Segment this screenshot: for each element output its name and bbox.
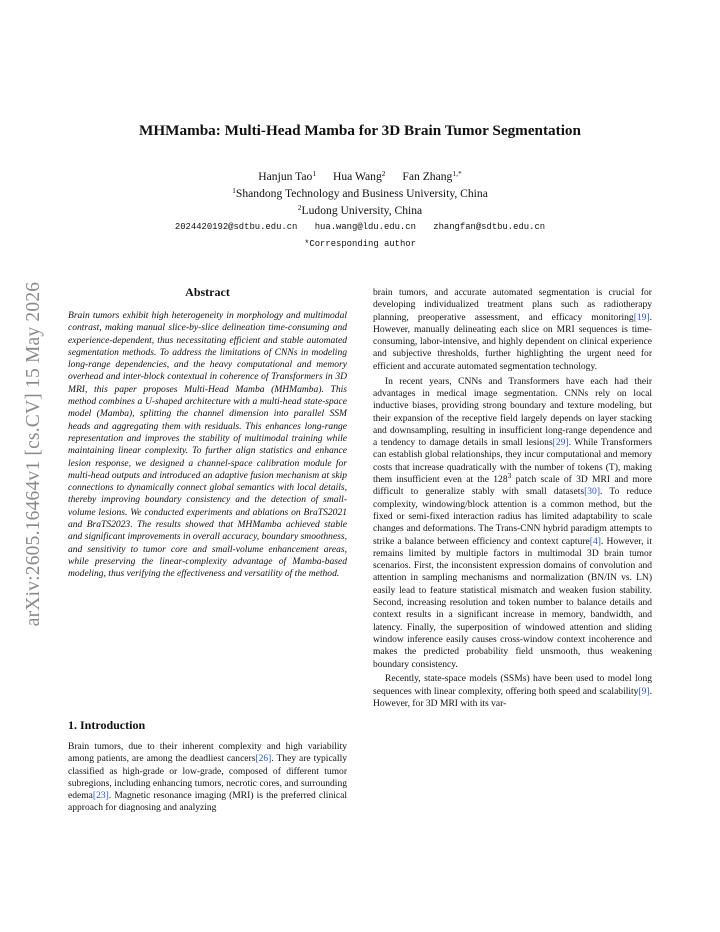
email: hua.wang@ldu.edu.cn bbox=[314, 222, 416, 232]
paragraph: brain tumors, and accurate automated segmentation is crucial for developing individualized treatment plans such as radiotherapy planning, preoperative assessment, and efficacy monitoring[19]. However, manually delineating each slice on MRI sequences is time-consuming, labor-intensive, and highly dependent on clinical experience and subjective thresholds, further highlighting the urgent need for efficient and accurate automated segmentation technology. bbox=[373, 287, 652, 372]
abstract-body: Brain tumors exhibit high heterogeneity in morphology and multimodal contrast, making manual slice-by-slice delineation time-consuming and experience-dependent, thus necessitating efficient and stable automated segmentation methods. To address the limitations of CNNs in modeling long-range dependencies, and the heavy computational and memory overhead and inter-block contextual in coherence of Transformers in 3D MRI, this paper proposes Multi-Head Mamba (MHMamba). This method combines a U-shaped architecture with a multi-head state-space model (Mamba), splitting the channel dimension into parallel SSM heads and aggregating them with residuals. This enhances long-range representation and improves the stability of multimodal training while maintaining linear complexity. To further align statistics and enhance lesion response, we designed a channel-space calibration module for multi-head outputs and introduced an adaptive fusion mechanism at skip connections to dynamically connect global semantics with local details, thereby improving boundary consistency and the detection of small-volume lesions. We conducted experiments and ablations on BraTS2021 and BraTS2023. The results showed that MHMamba achieved stable and significant improvements in overall accuracy, boundary smoothness, and sensitivity to tumor core and small-volume enhancement areas, while preserving the linear-complexity advantage of Mamba-based modeling, thus verifying the effectiveness and versatility of the method. bbox=[68, 310, 347, 580]
abstract-heading: Abstract bbox=[185, 285, 230, 299]
author-list bbox=[60, 170, 660, 183]
section-heading: 1. Introduction bbox=[68, 718, 146, 732]
citation-link[interactable]: [30] bbox=[584, 486, 600, 498]
right-column bbox=[373, 287, 652, 710]
email: 2024420192@sdtbu.edu.cn bbox=[174, 222, 298, 232]
author: Fan Zhang$^{1,*}$ bbox=[402, 169, 462, 183]
citation-link[interactable]: [29] bbox=[552, 437, 569, 449]
paragraph: Recently, state-space models (SSMs) have been used to model long sequences with linear complexity, offering both speed and scalability[9]. However, for 3D MRI with its var- bbox=[373, 673, 652, 709]
citation-link[interactable]: [9] bbox=[638, 685, 650, 697]
arxiv-stamp bbox=[14, 259, 54, 649]
paragraph: In recent years, CNNs and Transformers have each had their advantages in medical image segmentation. CNNs rely on local inductive biases, providing strong boundary and texture modeling, but their expansion of the receptive field largely depends on layer stacking and downsampling, resulting in insufficient long-range dependence and a tendency to damage details in small lesions[29]. While Transformers can establish global relationships, they incur computational and memory costs that increase quadratically with the number of tokens (T), making them insufficient even at the $128^3$ patch scale of 3D MRI and more difficult to generalize stably with small datasets[30]. To reduce complexity, windowing/block attention is a common method, but the fixed or semi-fixed interaction radius has limited adaptability to scale changes and deformations. The Trans-CNN hybrid paradigm attempts to strike a balance between efficiency and context capture[4]. However, it remains limited by multiple factors in multimodal 3D brain tumor scenarios. First, the inconsistent expression domains of convolution and attention in sampling mechanisms and normalization (BN/IN vs. LN) easily lead to feature statistical mismatch and weaken fusion stability. Second, increasing resolution and token number to balance details and context results in a significant increase in memory, bandwidth, and latency. Finally, the superposition of windowed attention and sliding window inference easily causes cross-window context incoherence and makes the predicted probability field unsmooth, thus weakening boundary consistency. bbox=[373, 375, 652, 670]
citation-link[interactable]: [26] bbox=[255, 753, 272, 765]
intro-paragraph: Brain tumors, due to their inherent complexity and high variability among patients, are among the deadliest cancers[26]. They are typically classified as high-grade or low-grade, composed of different tumor subregions, including enhancing tumors, necrotic cores, and surrounding edema[23]. Magnetic resonance imaging (MRI) is the preferred clinical approach for diagnosing and analyzing bbox=[68, 741, 347, 814]
arxiv-id-text: arXiv:2605.16464v1 [cs.CV] 15 May 2026 bbox=[23, 281, 44, 627]
author: Hanjun Tao$^1$ bbox=[258, 169, 317, 183]
paper-title: MHMamba: Multi-Head Mamba for 3D Brain Tumor Segmentation bbox=[139, 122, 581, 139]
affiliation: $^1$Shandong Technology and Business University, China bbox=[232, 186, 488, 200]
email: zhangfan@sdtbu.edu.cn bbox=[433, 222, 546, 232]
citation-link[interactable]: [19] bbox=[633, 311, 650, 323]
citation-link[interactable]: [23] bbox=[92, 790, 109, 802]
citation-link[interactable]: [4] bbox=[589, 535, 601, 547]
corresponding-note: *Corresponding author bbox=[304, 239, 416, 249]
author-emails bbox=[60, 222, 660, 232]
affiliation: $^2$Ludong University, China bbox=[297, 203, 423, 217]
author: Hua Wang$^2$ bbox=[332, 169, 386, 183]
